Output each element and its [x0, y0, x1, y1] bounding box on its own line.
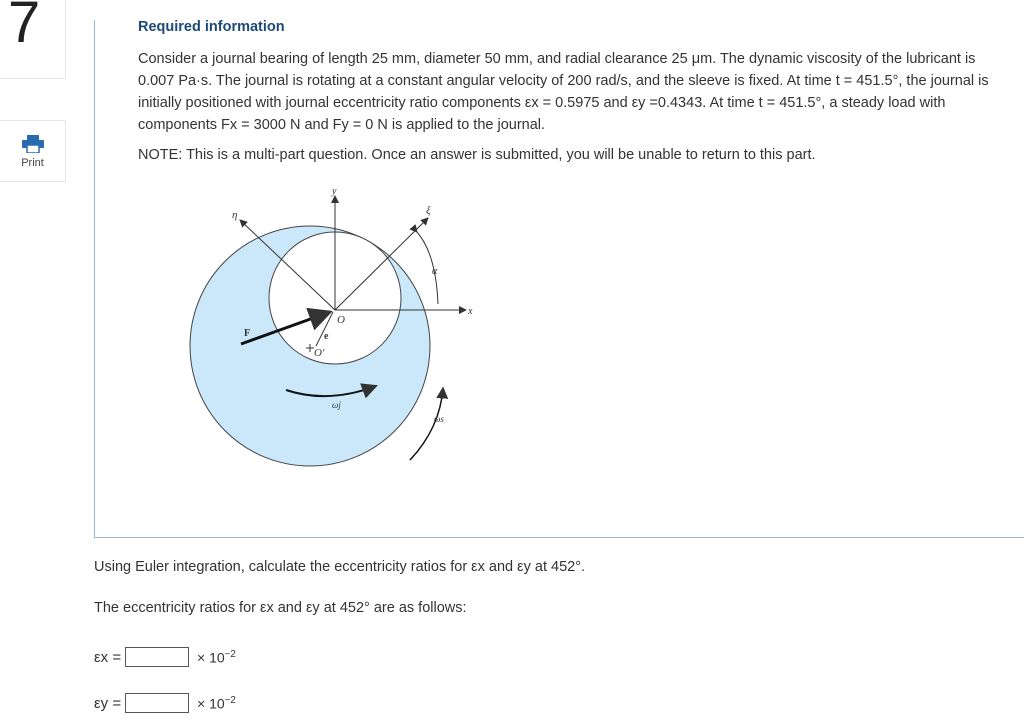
print-label: Print — [21, 157, 44, 169]
label-O: O — [337, 314, 345, 326]
label-xi: ξ — [426, 205, 431, 217]
epsilon-x-input[interactable] — [125, 647, 189, 667]
label-omega-s: ωs — [434, 414, 444, 424]
question-number-box — [0, 0, 66, 79]
answer-row-ey — [94, 693, 236, 713]
label-F: F — [244, 328, 251, 339]
answer-intro: The eccentricity ratios for εx and εy at 452° are as follows: — [94, 600, 467, 616]
multiplier-ex: × $10^{-2}$ — [197, 648, 236, 666]
label-eta: η — [232, 209, 238, 221]
problem-statement: Consider a journal bearing of length 25 mm, diameter 50 mm, and radial clearance 25 μm. The dynamic viscosity of the lubricant is 0.007 Pa·s. The journal is rotating at a constant angular velocity of 200 rad/s, and the sleeve is fixed. At time t = 451.5°, the journal is initially positioned with journal eccentricity ratio components εx = 0.5975 and εy =0.4343. At time t = 451.5°, a steady load with components Fx = 3000 N and Fy = 0 N is applied to the journal. — [138, 51, 989, 133]
question-number: 7 — [8, 0, 41, 55]
answer-label-ey: εy = — [94, 694, 122, 712]
label-y: y — [332, 186, 337, 197]
print-button[interactable] — [0, 120, 66, 182]
journal-bearing-figure — [178, 182, 488, 482]
answer-label-ex: εx = — [94, 648, 122, 666]
multiplier-ey: × $10^{-2}$ — [197, 694, 236, 712]
label-alpha: α — [432, 266, 438, 277]
label-omega-j: ωj — [332, 400, 341, 410]
label-O-prime: O′ — [314, 347, 325, 359]
label-e: e — [324, 331, 329, 342]
multi-part-note: NOTE: This is a multi-part question. Once an answer is submitted, you will be unable to return to this part. — [138, 147, 816, 163]
required-info-heading: Required information — [138, 19, 285, 35]
printer-icon — [22, 135, 44, 153]
epsilon-y-input[interactable] — [125, 693, 189, 713]
label-x: x — [468, 306, 473, 317]
answer-row-ex — [94, 647, 236, 667]
question-prompt: Using Euler integration, calculate the eccentricity ratios for εx and εy at 452°. — [94, 559, 586, 575]
